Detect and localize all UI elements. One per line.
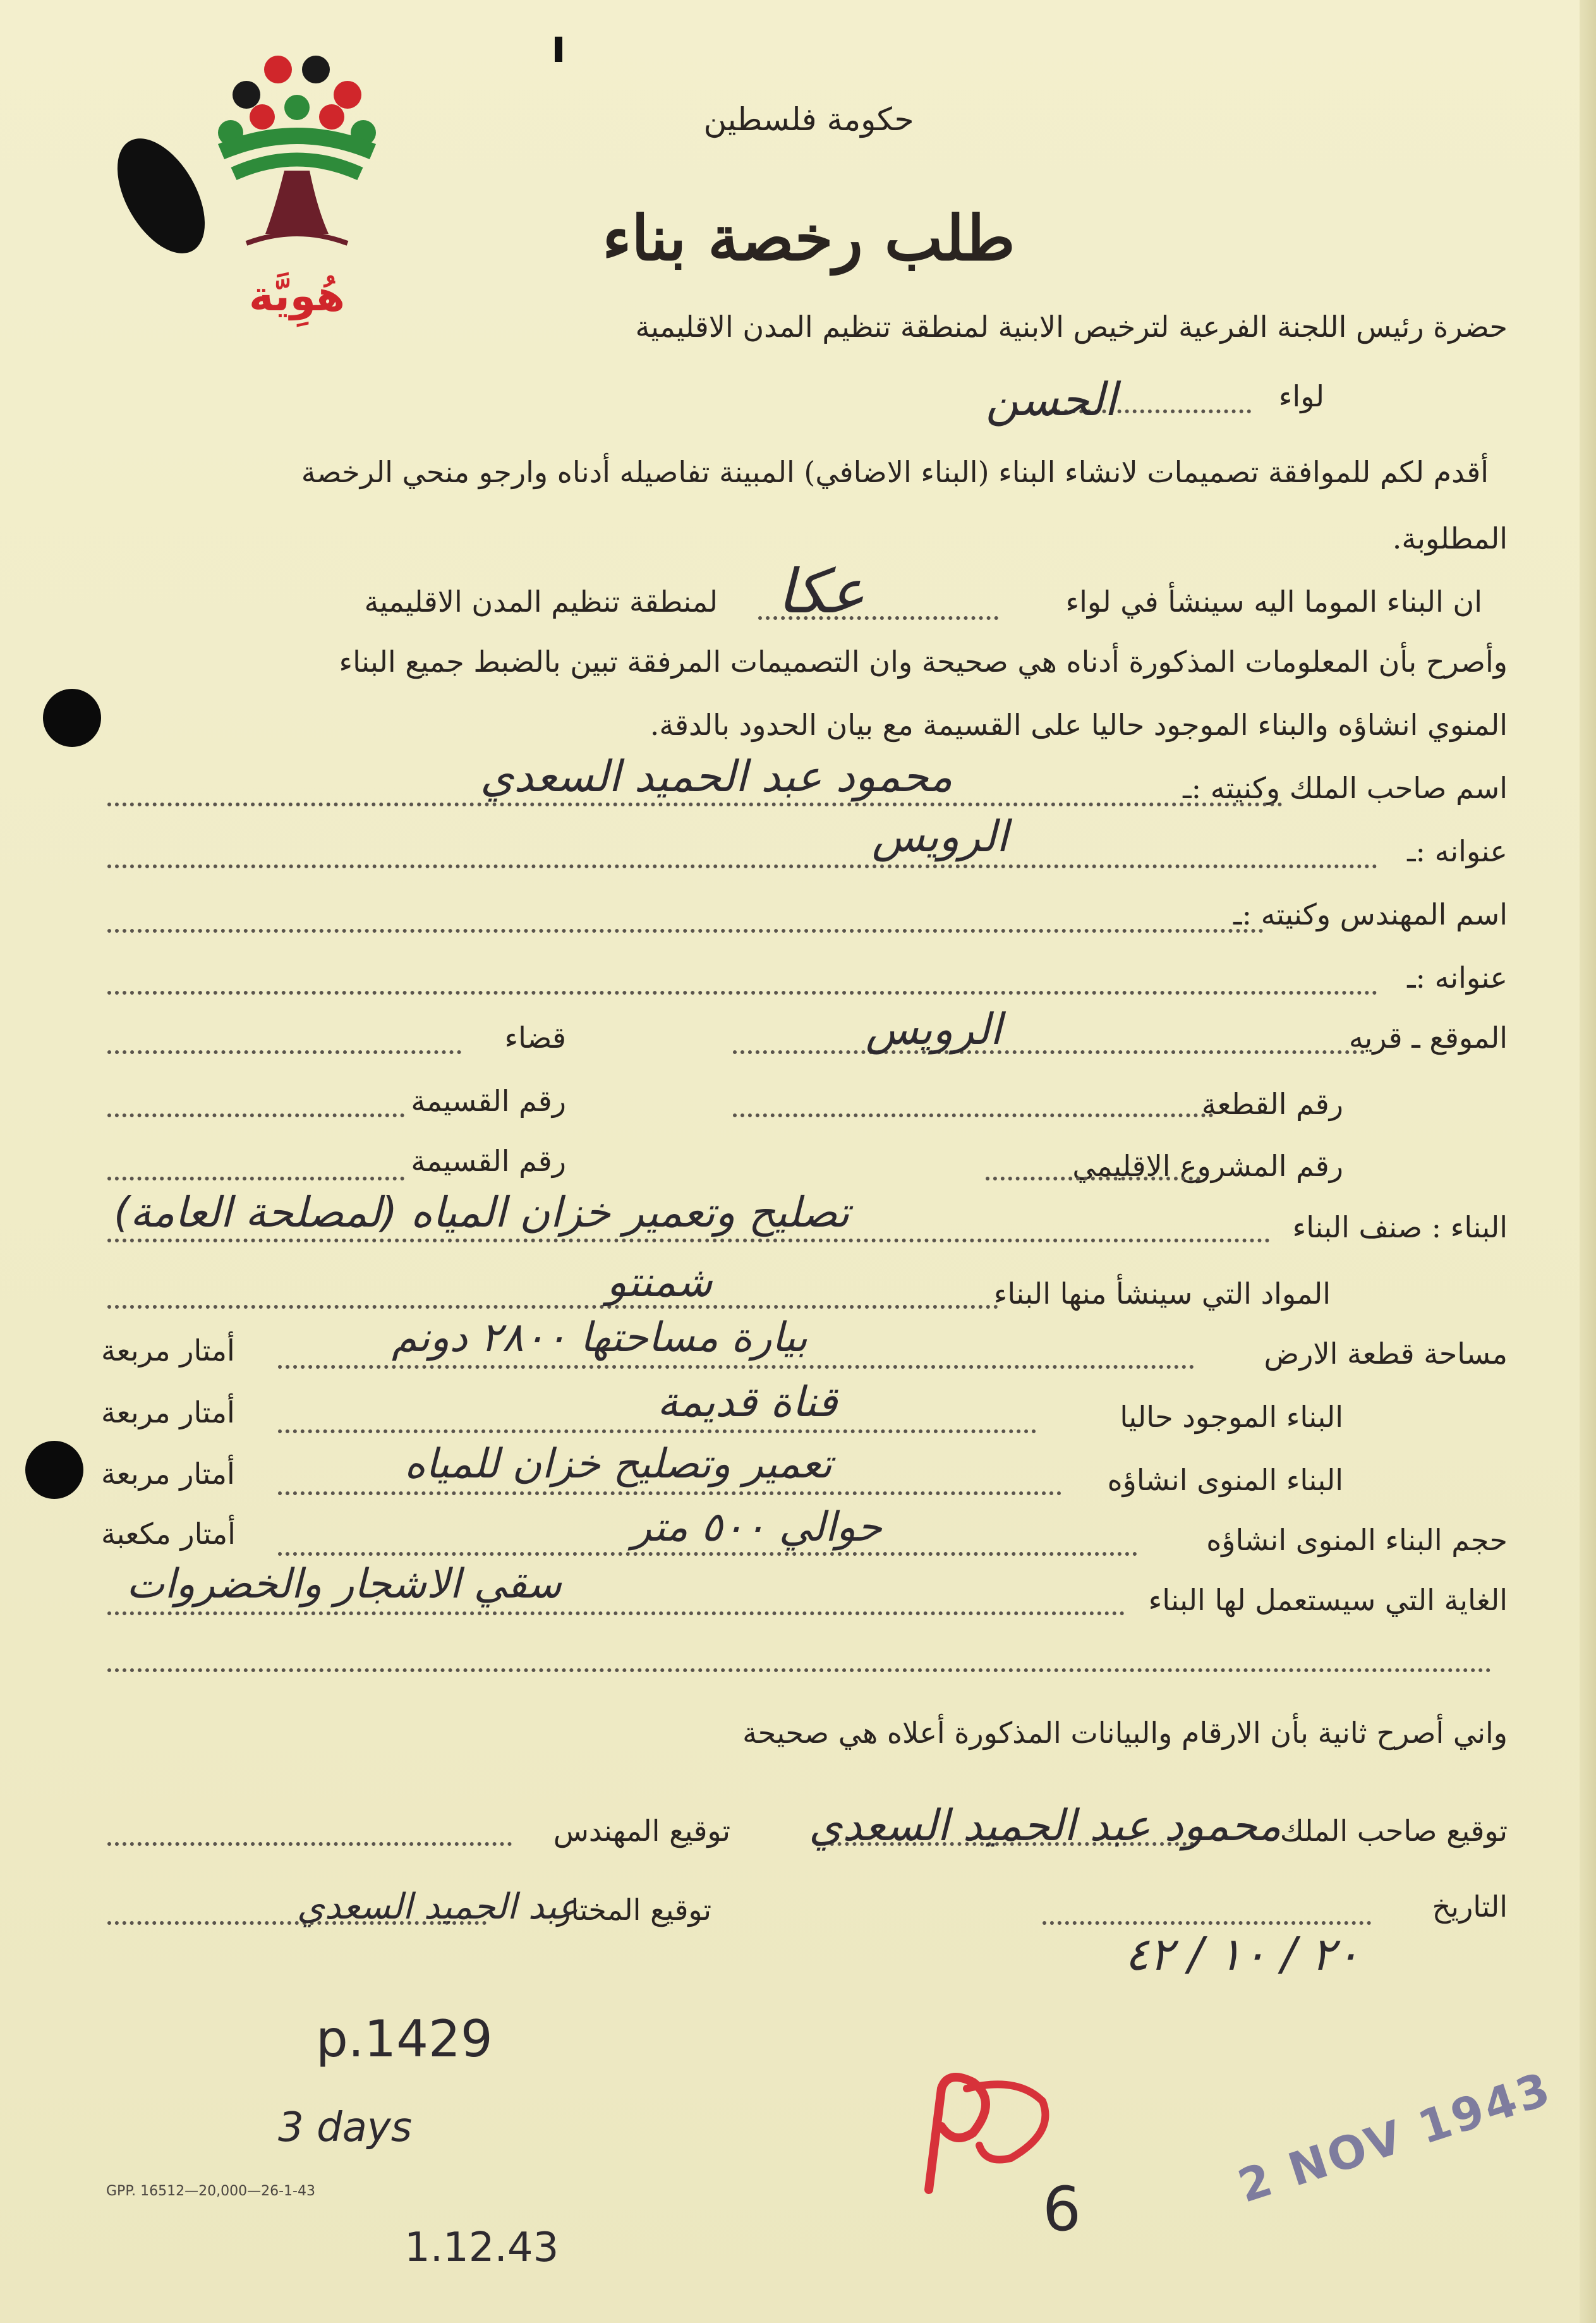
owner-signature-label: توقيع صاحب الملك — [1279, 1814, 1508, 1848]
location-suffix: لمنطقة تنظيم المدن الاقليمية — [364, 585, 718, 619]
logo-text: هُوِيَّة — [249, 272, 345, 320]
addressee-line: حضرة رئيس اللجنة الفرعية لترخيص الابنية لمنطقة تنظيم المدن الاقليمية — [635, 310, 1508, 344]
owner-name-dots — [107, 803, 1283, 806]
site-village-label: الموقع ـ قريه — [1348, 1021, 1508, 1055]
regional-scheme-label: رقم المشروع الاقليمي — [1072, 1149, 1343, 1183]
declaration-line-2: المنوي انشاؤه والبناء الموجود حاليا على القسيمة مع بيان الحدود بالدقة. — [650, 708, 1508, 742]
purpose-label: الغاية التي سيستعمل لها البناء — [1148, 1583, 1508, 1617]
building-type-label: البناء : صنف البناء — [1292, 1210, 1508, 1244]
engineer-name-dots — [107, 929, 1264, 933]
engineer-address-dots — [107, 991, 1377, 995]
owner-name-label: اسم صاحب الملك وكنيته :ـ — [1183, 771, 1508, 805]
site-district-label: قضاء — [504, 1021, 566, 1055]
owner-signature-value: محمود عبد الحميد السعدي — [809, 1801, 1281, 1851]
proposed-building-value: تعمير وتصليح خزان للمياه — [404, 1441, 833, 1488]
district-label: لواء — [1278, 379, 1324, 413]
owner-address-label: عنوانه :ـ — [1407, 834, 1508, 868]
proposed-volume-unit: أمتار مكعبة — [101, 1517, 236, 1551]
date-dots — [1043, 1921, 1371, 1925]
materials-value: شمنتو — [607, 1258, 713, 1306]
land-area-label: مساحة قطعة الارض — [1264, 1337, 1508, 1371]
existing-building-unit: أمتار مربعة — [101, 1395, 235, 1429]
engineer-signature-dots — [107, 1842, 512, 1846]
declaration-line-1: وأصرح بأن المعلومات المذكورة أدناه هي صحيحة وان التصميمات المرفقة تبين بالضبط جميع البناء — [339, 645, 1508, 679]
materials-label: المواد التي سينشأ منها البناء — [993, 1277, 1331, 1311]
punch-hole — [43, 689, 101, 747]
engineer-signature-label: توقيع المهندس — [553, 1814, 730, 1848]
page-title: طلب رخصة بناء — [602, 202, 1015, 275]
land-area-value: بيارة مساحتها ٢٨٠٠ دونم — [392, 1314, 808, 1361]
received-date-stamp: 2 NOV 1943 — [1231, 2061, 1559, 2213]
existing-building-value: قناة قديمة — [657, 1378, 838, 1426]
closing-statement: واني أصرح ثانية بأن الارقام والبيانات المذكورة أعلاه هي صحيحة — [742, 1716, 1508, 1750]
site-village-dots — [733, 1050, 1365, 1054]
site-village-value: الرويس — [866, 1005, 1002, 1055]
owner-address-dots — [107, 864, 1377, 868]
owner-address-value: الرويس — [872, 812, 1008, 862]
proposed-volume-label: حجم البناء المنوى انشاؤه — [1206, 1523, 1508, 1557]
hawiya-logo — [209, 25, 385, 341]
plot-no-label: رقم القطعة — [1201, 1087, 1343, 1121]
ink-blot — [99, 124, 222, 268]
parcel-no-2-dots — [107, 1177, 404, 1180]
district-value: الحسن — [986, 373, 1117, 426]
page-edge — [1580, 0, 1596, 2323]
building-type-dots — [107, 1239, 1270, 1242]
file-number-note: p.1429 — [316, 2010, 493, 2068]
purpose-extra-dots — [107, 1668, 1491, 1672]
owner-name-value: محمود عبد الحميد السعدي — [480, 752, 953, 802]
purpose-value: سقي الاشجار والخضروات — [126, 1561, 562, 1608]
tree-logo-icon — [209, 25, 385, 272]
parcel-no-label: رقم القسيمة — [411, 1084, 566, 1118]
date-value: ٢٠ / ١٠ / ٤٢ — [1125, 1927, 1360, 1980]
ink-mark — [555, 37, 562, 62]
date-label: التاريخ — [1432, 1889, 1508, 1924]
location-prefix: ان البناء الموما اليه سينشأ في لواء — [1065, 585, 1482, 619]
parcel-no-dots — [107, 1113, 404, 1117]
proposed-volume-value: حوالي ٥٠٠ متر — [632, 1504, 882, 1551]
request-line-1: أقدم لكم للموافقة تصميمات لانشاء البناء (البناء الاضافي) المبينة تفاصيله أدناه وارجو منحي الرخصة — [301, 455, 1489, 489]
engineer-name-label: اسم المهندس وكنيته :ـ — [1233, 897, 1508, 931]
materials-dots — [107, 1305, 998, 1309]
proposed-building-label: البناء المنوى انشاؤه — [1107, 1463, 1343, 1497]
existing-building-label: البناء الموجود حاليا — [1120, 1400, 1343, 1434]
parcel-no-2-label: رقم القسيمة — [411, 1144, 566, 1178]
proposed-building-unit: أمتار مربعة — [101, 1457, 235, 1491]
building-type-value: تصليح وتعمير خزان المياه (لمصلحة العامة) — [114, 1188, 850, 1237]
land-area-dots — [278, 1365, 1194, 1369]
red-pencil-mark-icon — [904, 2063, 1061, 2209]
date-note: 1.12.43 — [404, 2224, 559, 2271]
engineer-address-label: عنوانه :ـ — [1407, 961, 1508, 995]
page-number: 6 — [1043, 2174, 1082, 2245]
regional-scheme-dots — [986, 1177, 1200, 1180]
plot-no-dots — [733, 1113, 1213, 1117]
land-area-unit: أمتار مربعة — [101, 1333, 235, 1368]
mukhtar-signature-value: عبد الحميد السعدي — [297, 1886, 579, 1927]
purpose-dots — [107, 1611, 1125, 1615]
existing-building-dots — [278, 1429, 1036, 1433]
location-value: عكا — [777, 556, 866, 627]
government-header: حكومة فلسطين — [703, 101, 914, 138]
proposed-volume-dots — [278, 1552, 1137, 1556]
request-line-2: المطلوبة. — [1392, 521, 1508, 555]
location-dots — [758, 616, 998, 620]
punch-hole — [25, 1441, 83, 1499]
print-code: GPP. 16512—20,000—26-1-43 — [106, 2183, 315, 2199]
days-note: 3 days — [278, 2104, 413, 2151]
mukhtar-signature-label: توقيع المختار — [557, 1893, 711, 1927]
site-district-dots — [107, 1050, 461, 1054]
proposed-building-dots — [278, 1491, 1061, 1495]
